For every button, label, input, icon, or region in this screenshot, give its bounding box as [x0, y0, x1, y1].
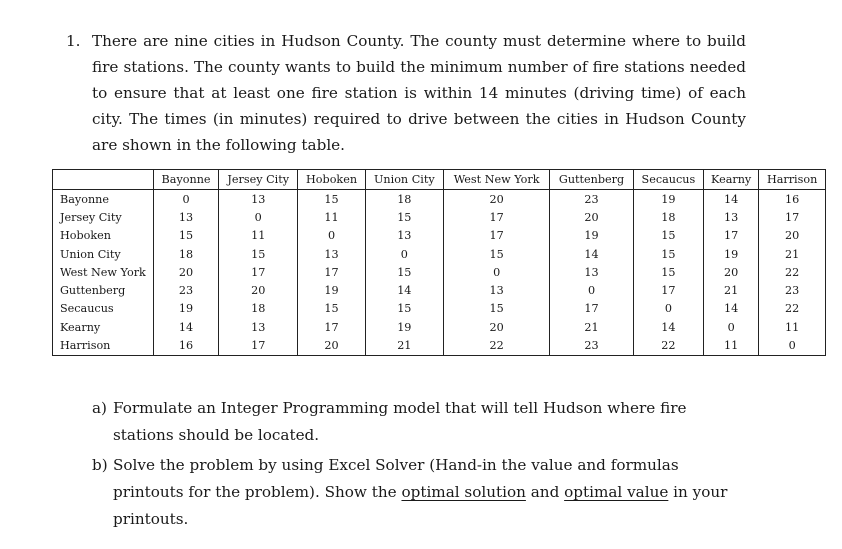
time-cell: 17	[443, 227, 549, 245]
time-cell: 15	[633, 227, 703, 245]
time-cell: 20	[154, 263, 219, 281]
time-cell: 0	[219, 208, 298, 226]
time-cell: 17	[704, 227, 759, 245]
row-city-label: Union City	[53, 245, 154, 263]
time-cell: 15	[365, 263, 443, 281]
optimal-solution-underlined: optimal solution	[401, 483, 526, 501]
time-cell: 19	[704, 245, 759, 263]
time-cell: 11	[298, 208, 365, 226]
time-cell: 17	[219, 263, 298, 281]
time-cell: 13	[550, 263, 633, 281]
table-row	[53, 336, 826, 355]
driving-times-table	[52, 169, 826, 356]
time-cell: 19	[365, 318, 443, 336]
row-city-label: Kearny	[53, 318, 154, 336]
table-row	[53, 281, 826, 299]
part-b-text-middle: and	[525, 483, 565, 501]
time-cell: 15	[365, 208, 443, 226]
time-cell: 22	[759, 263, 826, 281]
time-cell: 15	[633, 245, 703, 263]
time-cell: 11	[704, 336, 759, 355]
column-header: Harrison	[759, 170, 826, 190]
time-cell: 20	[298, 336, 365, 355]
time-cell: 21	[550, 318, 633, 336]
table-row	[53, 318, 826, 336]
column-header: Kearny	[704, 170, 759, 190]
time-cell: 23	[154, 281, 219, 299]
time-cell: 15	[219, 245, 298, 263]
time-cell: 0	[154, 190, 219, 209]
time-cell: 0	[704, 318, 759, 336]
part-b-label: b)	[92, 456, 108, 474]
time-cell: 18	[219, 300, 298, 318]
time-cell: 13	[704, 208, 759, 226]
time-cell: 13	[365, 227, 443, 245]
time-cell: 17	[443, 208, 549, 226]
time-cell: 19	[550, 227, 633, 245]
time-cell: 22	[633, 336, 703, 355]
time-cell: 20	[550, 208, 633, 226]
column-header: Jersey City	[219, 170, 298, 190]
time-cell: 13	[298, 245, 365, 263]
row-city-label: Guttenberg	[53, 281, 154, 299]
table-row	[53, 263, 826, 281]
time-cell: 17	[219, 336, 298, 355]
time-cell: 18	[633, 208, 703, 226]
time-cell: 21	[365, 336, 443, 355]
part-a-text: Formulate an Integer Programming model that will tell Hudson where fire stations should be located.	[113, 399, 687, 444]
time-cell: 15	[443, 300, 549, 318]
time-cell: 16	[759, 190, 826, 209]
time-cell: 15	[298, 300, 365, 318]
table-corner-cell	[53, 170, 154, 190]
row-city-label: Secaucus	[53, 300, 154, 318]
part-b-text-after: in your printouts.	[113, 483, 728, 528]
time-cell: 0	[443, 263, 549, 281]
time-cell: 0	[550, 281, 633, 299]
column-header: West New York	[443, 170, 549, 190]
problem-text: There are nine cities in Hudson County. The county must determine where to build fire stations. The county wants to build the minimum number of fire stations needed to ensure that at least one fire station is within 14 minutes (driving time) of each city. The times (in minutes) required to drive between the cities in Hudson County are shown in the following table.	[92, 32, 746, 154]
time-cell: 17	[550, 300, 633, 318]
column-header: Union City	[365, 170, 443, 190]
time-cell: 21	[759, 245, 826, 263]
time-cell: 14	[633, 318, 703, 336]
table-row	[53, 245, 826, 263]
time-cell: 16	[154, 336, 219, 355]
part-a-label: a)	[92, 399, 107, 417]
time-cell: 14	[704, 190, 759, 209]
time-cell: 14	[704, 300, 759, 318]
question-parts	[92, 395, 742, 536]
time-cell: 13	[443, 281, 549, 299]
time-cell: 22	[443, 336, 549, 355]
time-cell: 20	[443, 318, 549, 336]
table-body	[53, 190, 826, 356]
time-cell: 0	[759, 336, 826, 355]
time-cell: 0	[633, 300, 703, 318]
time-cell: 19	[298, 281, 365, 299]
time-cell: 0	[298, 227, 365, 245]
time-cell: 23	[550, 190, 633, 209]
time-cell: 11	[759, 318, 826, 336]
table-row	[53, 190, 826, 209]
time-cell: 23	[550, 336, 633, 355]
problem-number: 1.	[66, 32, 81, 50]
time-cell: 21	[704, 281, 759, 299]
problem-statement	[66, 28, 746, 158]
time-cell: 17	[633, 281, 703, 299]
row-city-label: Hoboken	[53, 227, 154, 245]
time-cell: 15	[154, 227, 219, 245]
column-header: Guttenberg	[550, 170, 633, 190]
time-cell: 20	[704, 263, 759, 281]
time-cell: 13	[219, 190, 298, 209]
table-row	[53, 208, 826, 226]
time-cell: 14	[365, 281, 443, 299]
time-cell: 19	[633, 190, 703, 209]
time-cell: 19	[154, 300, 219, 318]
time-cell: 11	[219, 227, 298, 245]
time-cell: 17	[298, 263, 365, 281]
time-cell: 17	[759, 208, 826, 226]
optimal-value-underlined: optimal value	[564, 483, 669, 501]
part-b-text-before: Solve the problem by using Excel Solver (Hand-in the value and formulas printouts for the problem). Show the	[113, 456, 679, 501]
time-cell: 14	[550, 245, 633, 263]
table-header-row	[53, 170, 826, 190]
part-a	[92, 395, 742, 449]
time-cell: 23	[759, 281, 826, 299]
time-cell: 17	[298, 318, 365, 336]
column-header: Secaucus	[633, 170, 703, 190]
time-cell: 15	[633, 263, 703, 281]
time-cell: 20	[443, 190, 549, 209]
time-cell: 18	[365, 190, 443, 209]
column-header: Bayonne	[154, 170, 219, 190]
time-cell: 14	[154, 318, 219, 336]
row-city-label: West New York	[53, 263, 154, 281]
table-row	[53, 300, 826, 318]
time-cell: 13	[154, 208, 219, 226]
time-cell: 13	[219, 318, 298, 336]
time-cell: 20	[219, 281, 298, 299]
time-cell: 15	[443, 245, 549, 263]
row-city-label: Harrison	[53, 336, 154, 355]
table-row	[53, 227, 826, 245]
row-city-label: Bayonne	[53, 190, 154, 209]
time-cell: 15	[298, 190, 365, 209]
part-b	[92, 452, 742, 533]
time-cell: 22	[759, 300, 826, 318]
time-cell: 20	[759, 227, 826, 245]
time-cell: 15	[365, 300, 443, 318]
time-cell: 0	[365, 245, 443, 263]
time-cell: 18	[154, 245, 219, 263]
column-header: Hoboken	[298, 170, 365, 190]
row-city-label: Jersey City	[53, 208, 154, 226]
